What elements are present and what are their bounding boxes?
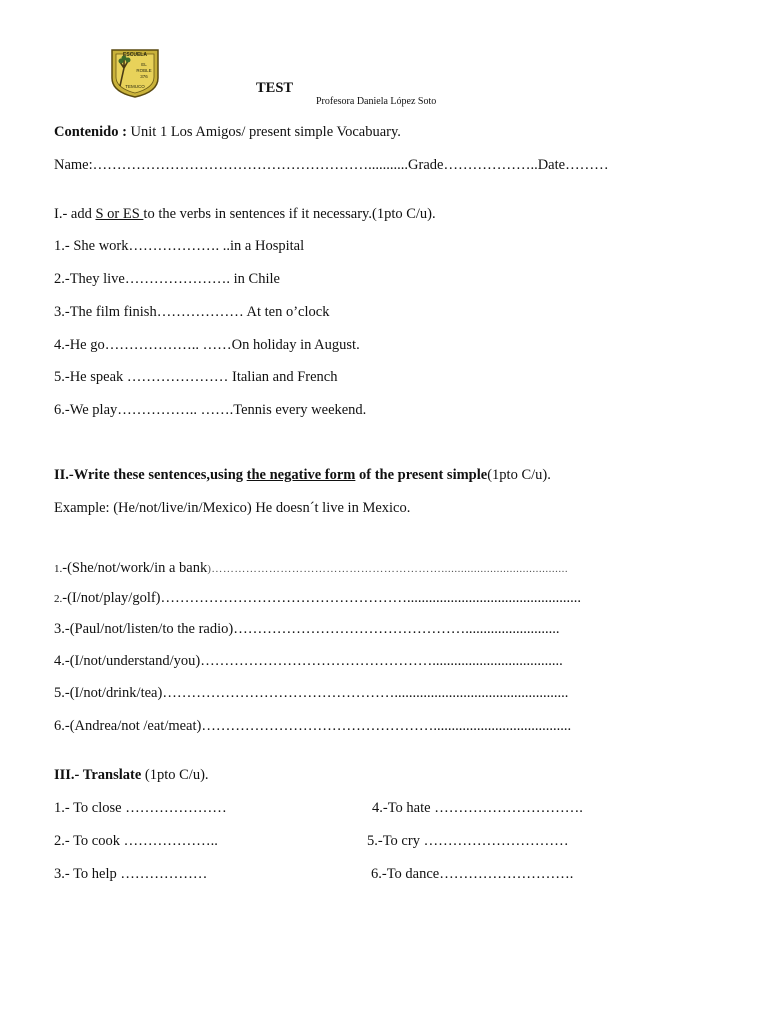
item-prompt: -(She/not/work/in a bank [62,560,208,576]
item-number: 1. [54,563,63,575]
section1-item: 1.- She work………………. ..in a Hospital [54,238,305,254]
item-prompt: 5.-(I/not/drink/tea) [54,685,163,701]
school-crest-logo [110,48,160,98]
translate-item: 4.-To hate …………………………. [372,800,583,816]
section2-heading-post-bold: of the present simple [355,467,488,483]
contenido-line [54,124,401,141]
translate-item: 3.- To help ……………… [54,866,208,882]
section2-item [54,590,581,607]
name-grade-date-line: Name:…………………………………………………...........Grade………………..Date……… [54,157,609,173]
section2-heading [54,467,551,484]
translate-item: 6.-To dance………………………. [371,866,574,882]
answer-blank: )……………………………………………………....................................... [207,563,569,575]
section1-heading [54,206,436,223]
item-prompt: 6.-(Andrea/not /eat/meat) [54,718,202,734]
test-title: TEST [256,80,294,96]
logo-text-el: EL [141,62,147,67]
logo-text-number: 376 [140,74,148,79]
answer-blank: …………………………………………...................................... [201,718,572,734]
section3-heading-post: (1pto C/u). [141,767,209,783]
item-prompt: 4.-(I/not/understand/you) [54,653,201,669]
section2-item [54,718,571,735]
contenido-text: Unit 1 Los Amigos/ present simple Vocabuary. [126,124,401,140]
item-prompt: -(I/not/play/golf) [62,590,161,606]
translate-item: 2.- To cook ……………….. [54,833,218,849]
translate-item: 1.- To close ………………… [54,800,227,816]
section1-item: 5.-He speak ………………… Italian and French [54,369,338,385]
logo-text-roble: ROBLE [136,68,152,73]
section1-heading-underlined: S or ES [95,206,144,222]
contenido-label: Contenido : [54,124,127,140]
section1-heading-post: to the verbs in sentences if it necessary.(1pto C/u). [143,206,436,222]
logo-text-temuco: TEMUCO [125,84,145,89]
answer-blank: ………………………………………….......................... [233,621,560,637]
section1-item: 3.-The film finish……………… At ten o’clock [54,304,330,320]
section3-heading-bold: III.- Translate [54,767,142,783]
translate-item: 5.-To cry ………………………… [367,833,569,849]
section2-heading-post: (1pto C/u). [487,467,551,483]
section2-item [54,653,563,670]
section2-heading-underlined: the negative form [246,467,356,483]
section1-item: 4.-He go……………….. ……On holiday in August. [54,337,360,353]
teacher-name: Profesora Daniela López Soto [316,96,437,107]
section1-item: 2.-They live…………………. in Chile [54,271,280,287]
section2-item [54,621,559,638]
section2-item [54,560,568,577]
section3-heading [54,767,209,784]
logo-text-escuela: ESCUELA [123,52,147,58]
section2-item [54,685,568,702]
section2-heading-pre: II.-Write these sentences,using [54,467,247,483]
item-prompt: 3.-(Paul/not/listen/to the radio) [54,621,234,637]
answer-blank: ………………………………………….................................... [200,653,563,669]
section1-item: 6.-We play…………….. …….Tennis every weekend. [54,402,367,418]
item-number: 2. [54,593,63,605]
section1-heading-pre: I.- add [54,206,96,222]
answer-blank: …………………………………………................................................ [162,685,569,701]
section2-example: Example: (He/not/live/in/Mexico) He doesn´t live in Mexico. [54,500,411,516]
answer-blank: ……………………………………………................................................ [160,590,582,606]
